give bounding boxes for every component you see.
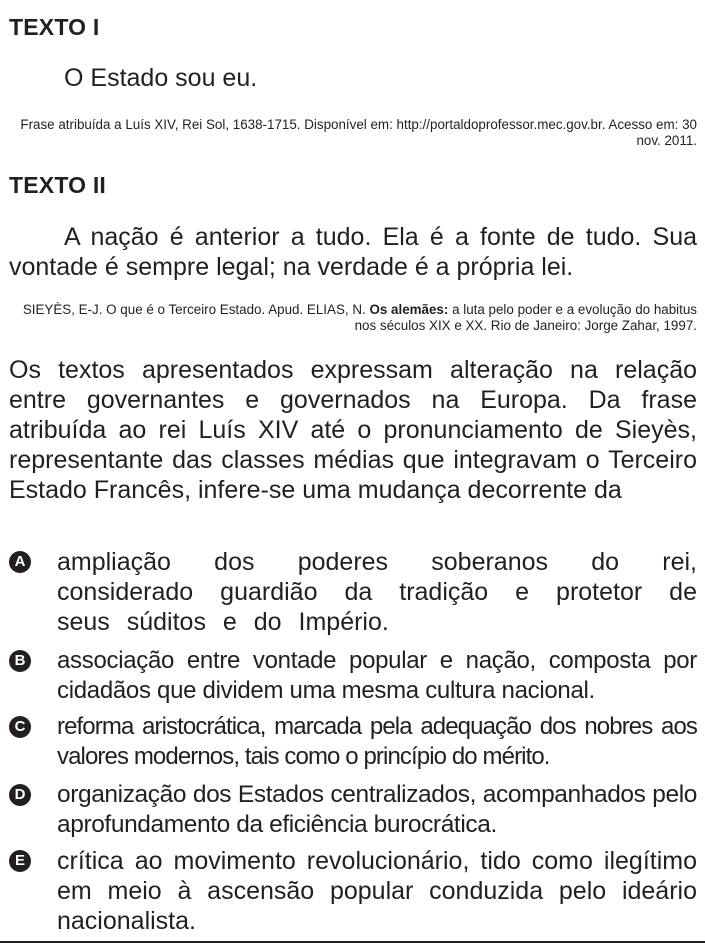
option-b-letter-icon: B bbox=[9, 650, 31, 672]
option-e-text: crítica ao movimento revolucionário, tido como ilegítimo em meio à ascensão popular conduzida pelo ideário nacionalista. bbox=[57, 847, 697, 935]
bottom-divider bbox=[0, 941, 705, 943]
question-stem: Os textos apresentados expressam alteração na relação entre governantes e governados na Europa. Da frase atribuída ao rei Luís XIV até o pronunciamento de Sieyès, representante das classes médias que integravam o Terceiro Estado Francês, infere-se uma mudança decorrente da bbox=[9, 356, 697, 504]
option-c-letter-icon: C bbox=[9, 716, 31, 738]
texto-1-source: Frase atribuída a Luís XIV, Rei Sol, 1638-1715. Disponível em: http://portaldoprofessor.mec.gov.br. Acesso em: 30 nov. 2011. bbox=[20, 117, 697, 148]
texto-1-heading: TEXTO I bbox=[9, 14, 100, 40]
texto-2-source-book-title: Os alemães: bbox=[369, 302, 449, 317]
texto-1-quote: O Estado sou eu. bbox=[64, 64, 258, 92]
option-c-text: reforma aristocrática, marcada pela adequação dos nobres aos valores modernos, tais como o princípio do mérito. bbox=[57, 713, 697, 770]
option-d-text: organização dos Estados centralizados, acompanhados pelo aprofundamento da eficiência burocrática. bbox=[57, 781, 697, 838]
texto-2-source-citation: SIEYÈS, E-J. O que é o Terceiro Estado. Apud. ELIAS, N. bbox=[22, 302, 370, 317]
texto-2-quote: A nação é anterior a tudo. Ela é a fonte de tudo. Sua vontade é sempre legal; na verdade é a própria lei. bbox=[9, 223, 697, 281]
texto-2-heading: TEXTO II bbox=[9, 172, 107, 198]
option-a-letter-icon: A bbox=[9, 551, 31, 573]
option-e-letter-icon: E bbox=[9, 850, 31, 872]
option-b-text: associação entre vontade popular e nação, composta por cidadãos que dividem uma mesma cultura nacional. bbox=[57, 647, 697, 704]
texto-2-source bbox=[9, 302, 697, 334]
option-d-letter-icon: D bbox=[9, 784, 31, 806]
texto-2-source-publication: a luta pelo poder e a evolução do habitus nos séculos XIX e XX. Rio de Janeiro: Jorge Zahar, 1997. bbox=[354, 302, 697, 333]
option-a-text: ampliação dos poderes soberanos do rei, considerado guardião da tradição e protetor de seus súditos e do Império. bbox=[57, 548, 697, 636]
